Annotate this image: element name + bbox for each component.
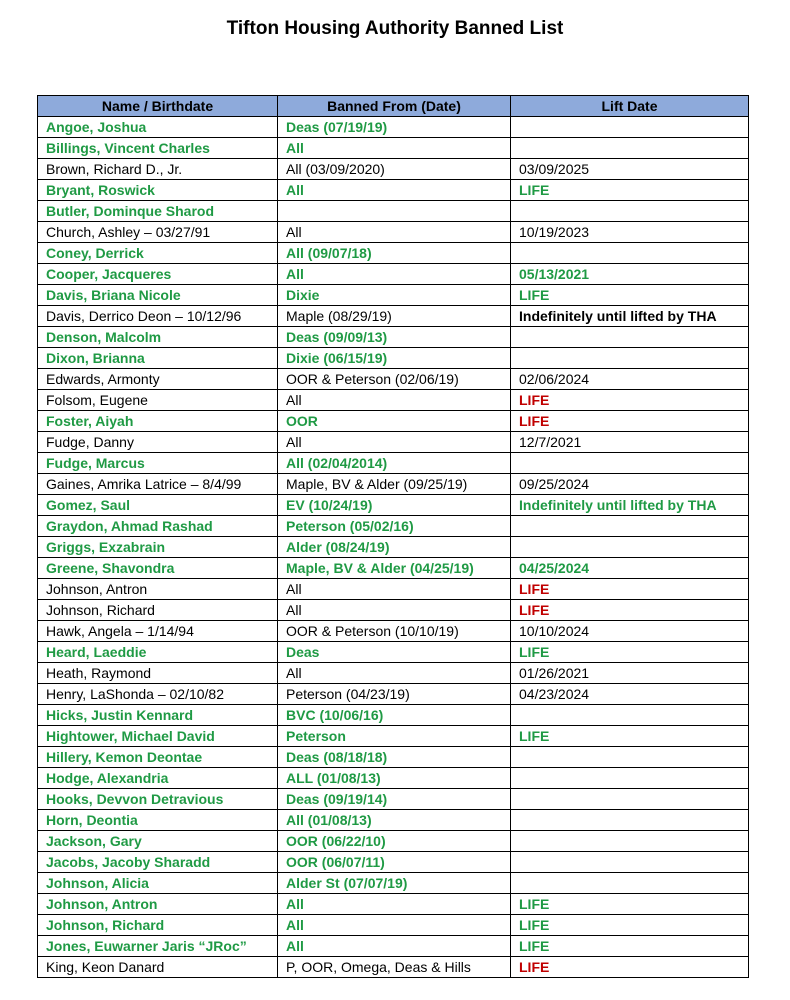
lift-date-cell: LIFE [511, 600, 749, 621]
lift-date-cell [511, 537, 749, 558]
banned-from-cell: All [278, 663, 511, 684]
banned-list-table [37, 95, 749, 978]
banned-from-cell: Deas (09/09/13) [278, 327, 511, 348]
name-cell: Johnson, Richard [38, 915, 278, 936]
name-cell: Hillery, Kemon Deontae [38, 747, 278, 768]
banned-from-cell: Deas (07/19/19) [278, 117, 511, 138]
lift-date-cell: LIFE [511, 411, 749, 432]
banned-from-cell: Maple, BV & Alder (04/25/19) [278, 558, 511, 579]
name-cell: Hicks, Justin Kennard [38, 705, 278, 726]
table-row [38, 831, 749, 852]
banned-from-cell: All [278, 579, 511, 600]
banned-from-cell: Dixie (06/15/19) [278, 348, 511, 369]
banned-from-cell: ALL (01/08/13) [278, 768, 511, 789]
banned-from-cell [278, 201, 511, 222]
lift-date-cell: LIFE [511, 915, 749, 936]
name-cell: Jones, Euwarner Jaris “JRoc” [38, 936, 278, 957]
banned-from-cell: All [278, 180, 511, 201]
table-row [38, 726, 749, 747]
banned-from-cell: All [278, 915, 511, 936]
banned-from-cell: All [278, 936, 511, 957]
lift-date-cell [511, 789, 749, 810]
table-row [38, 894, 749, 915]
banned-from-cell: OOR (06/07/11) [278, 852, 511, 873]
lift-date-cell [511, 747, 749, 768]
banned-from-cell: All (03/09/2020) [278, 159, 511, 180]
banned-from-cell: Deas (09/19/14) [278, 789, 511, 810]
name-cell: Dixon, Brianna [38, 348, 278, 369]
banned-from-cell: All [278, 264, 511, 285]
lift-date-cell [511, 243, 749, 264]
name-cell: Johnson, Richard [38, 600, 278, 621]
name-cell: Jackson, Gary [38, 831, 278, 852]
table-row [38, 327, 749, 348]
name-cell: Gaines, Amrika Latrice – 8/4/99 [38, 474, 278, 495]
banned-from-cell: EV (10/24/19) [278, 495, 511, 516]
lift-date-cell: 12/7/2021 [511, 432, 749, 453]
table-row [38, 873, 749, 894]
table-row [38, 201, 749, 222]
name-cell: Butler, Dominque Sharod [38, 201, 278, 222]
name-cell: Billings, Vincent Charles [38, 138, 278, 159]
name-cell: Griggs, Exzabrain [38, 537, 278, 558]
banned-from-cell: OOR [278, 411, 511, 432]
name-cell: Johnson, Alicia [38, 873, 278, 894]
table-row [38, 936, 749, 957]
table-row [38, 768, 749, 789]
lift-date-cell: Indefinitely until lifted by THA [511, 306, 749, 327]
lift-date-cell: 05/13/2021 [511, 264, 749, 285]
banned-from-cell: Deas [278, 642, 511, 663]
table-row [38, 180, 749, 201]
name-cell: Brown, Richard D., Jr. [38, 159, 278, 180]
table-row [38, 957, 749, 978]
table-row [38, 432, 749, 453]
table-row [38, 789, 749, 810]
table-row [38, 243, 749, 264]
name-cell: Church, Ashley – 03/27/91 [38, 222, 278, 243]
table-row [38, 915, 749, 936]
banned-from-cell: All [278, 432, 511, 453]
table-row [38, 579, 749, 600]
banned-from-cell: Peterson [278, 726, 511, 747]
name-cell: Johnson, Antron [38, 579, 278, 600]
table-row [38, 495, 749, 516]
lift-date-cell [511, 831, 749, 852]
table-row [38, 285, 749, 306]
table-row [38, 474, 749, 495]
table-row [38, 747, 749, 768]
banned-from-cell: Dixie [278, 285, 511, 306]
name-cell: Davis, Derrico Deon – 10/12/96 [38, 306, 278, 327]
banned-from-cell: P, OOR, Omega, Deas & Hills [278, 957, 511, 978]
lift-date-cell [511, 810, 749, 831]
header-name-birthdate: Name / Birthdate [38, 96, 278, 117]
name-cell: Heard, Laeddie [38, 642, 278, 663]
banned-from-cell: All [278, 138, 511, 159]
lift-date-cell [511, 852, 749, 873]
name-cell: Hodge, Alexandria [38, 768, 278, 789]
name-cell: Gomez, Saul [38, 495, 278, 516]
banned-from-cell: OOR & Peterson (02/06/19) [278, 369, 511, 390]
document-title: Tifton Housing Authority Banned List [226, 18, 564, 39]
banned-from-cell: All [278, 390, 511, 411]
table-row [38, 852, 749, 873]
banned-from-cell: Maple, BV & Alder (09/25/19) [278, 474, 511, 495]
banned-from-cell: OOR & Peterson (10/10/19) [278, 621, 511, 642]
table-row [38, 810, 749, 831]
name-cell: Hawk, Angela – 1/14/94 [38, 621, 278, 642]
banned-from-cell: Peterson (04/23/19) [278, 684, 511, 705]
banned-from-cell: All [278, 222, 511, 243]
lift-date-cell: 09/25/2024 [511, 474, 749, 495]
name-cell: Johnson, Antron [38, 894, 278, 915]
name-cell: Horn, Deontia [38, 810, 278, 831]
name-cell: Coney, Derrick [38, 243, 278, 264]
name-cell: Hightower, Michael David [38, 726, 278, 747]
lift-date-cell [511, 201, 749, 222]
banned-from-cell: All [278, 894, 511, 915]
table-row [38, 411, 749, 432]
lift-date-cell: LIFE [511, 726, 749, 747]
table-row [38, 138, 749, 159]
lift-date-cell: 10/19/2023 [511, 222, 749, 243]
lift-date-cell [511, 873, 749, 894]
table-row [38, 663, 749, 684]
name-cell: Fudge, Danny [38, 432, 278, 453]
lift-date-cell [511, 138, 749, 159]
banned-from-cell: All (02/04/2014) [278, 453, 511, 474]
table-row [38, 558, 749, 579]
table-row [38, 453, 749, 474]
table-row [38, 705, 749, 726]
table-row [38, 348, 749, 369]
banned-from-cell: Peterson (05/02/16) [278, 516, 511, 537]
lift-date-cell: LIFE [511, 180, 749, 201]
header-banned-from: Banned From (Date) [278, 96, 511, 117]
name-cell: Denson, Malcolm [38, 327, 278, 348]
table-row [38, 159, 749, 180]
banned-from-cell: Maple (08/29/19) [278, 306, 511, 327]
table-row [38, 684, 749, 705]
name-cell: Graydon, Ahmad Rashad [38, 516, 278, 537]
lift-date-cell [511, 117, 749, 138]
lift-date-cell [511, 516, 749, 537]
table-row [38, 390, 749, 411]
table-row [38, 537, 749, 558]
table-row [38, 264, 749, 285]
lift-date-cell [511, 768, 749, 789]
table-row [38, 621, 749, 642]
banned-from-cell: Alder St (07/07/19) [278, 873, 511, 894]
banned-from-cell: All (01/08/13) [278, 810, 511, 831]
banned-from-cell: All (09/07/18) [278, 243, 511, 264]
lift-date-cell: 01/26/2021 [511, 663, 749, 684]
name-cell: Edwards, Armonty [38, 369, 278, 390]
table-header-row [38, 96, 749, 117]
banned-from-cell: Deas (08/18/18) [278, 747, 511, 768]
name-cell: Foster, Aiyah [38, 411, 278, 432]
lift-date-cell: LIFE [511, 579, 749, 600]
lift-date-cell [511, 453, 749, 474]
lift-date-cell: 02/06/2024 [511, 369, 749, 390]
name-cell: Hooks, Devvon Detravious [38, 789, 278, 810]
lift-date-cell: LIFE [511, 936, 749, 957]
name-cell: Cooper, Jacqueres [38, 264, 278, 285]
banned-from-cell: OOR (06/22/10) [278, 831, 511, 852]
name-cell: Fudge, Marcus [38, 453, 278, 474]
lift-date-cell [511, 348, 749, 369]
name-cell: Henry, LaShonda – 02/10/82 [38, 684, 278, 705]
name-cell: Heath, Raymond [38, 663, 278, 684]
lift-date-cell: LIFE [511, 285, 749, 306]
table-body [38, 117, 749, 978]
lift-date-cell [511, 705, 749, 726]
lift-date-cell: LIFE [511, 642, 749, 663]
lift-date-cell: LIFE [511, 390, 749, 411]
name-cell: King, Keon Danard [38, 957, 278, 978]
lift-date-cell: 04/23/2024 [511, 684, 749, 705]
name-cell: Angoe, Joshua [38, 117, 278, 138]
name-cell: Jacobs, Jacoby Sharadd [38, 852, 278, 873]
header-lift-date: Lift Date [511, 96, 749, 117]
table-row [38, 600, 749, 621]
lift-date-cell: Indefinitely until lifted by THA [511, 495, 749, 516]
banned-from-cell: BVC (10/06/16) [278, 705, 511, 726]
table-row [38, 222, 749, 243]
lift-date-cell: 04/25/2024 [511, 558, 749, 579]
lift-date-cell: 10/10/2024 [511, 621, 749, 642]
lift-date-cell: LIFE [511, 957, 749, 978]
banned-from-cell: All [278, 600, 511, 621]
name-cell: Davis, Briana Nicole [38, 285, 278, 306]
lift-date-cell: LIFE [511, 894, 749, 915]
table-row [38, 117, 749, 138]
name-cell: Folsom, Eugene [38, 390, 278, 411]
table-row [38, 516, 749, 537]
table-row [38, 306, 749, 327]
name-cell: Greene, Shavondra [38, 558, 278, 579]
table-row [38, 369, 749, 390]
table-row [38, 642, 749, 663]
banned-from-cell: Alder (08/24/19) [278, 537, 511, 558]
lift-date-cell: 03/09/2025 [511, 159, 749, 180]
lift-date-cell [511, 327, 749, 348]
name-cell: Bryant, Roswick [38, 180, 278, 201]
